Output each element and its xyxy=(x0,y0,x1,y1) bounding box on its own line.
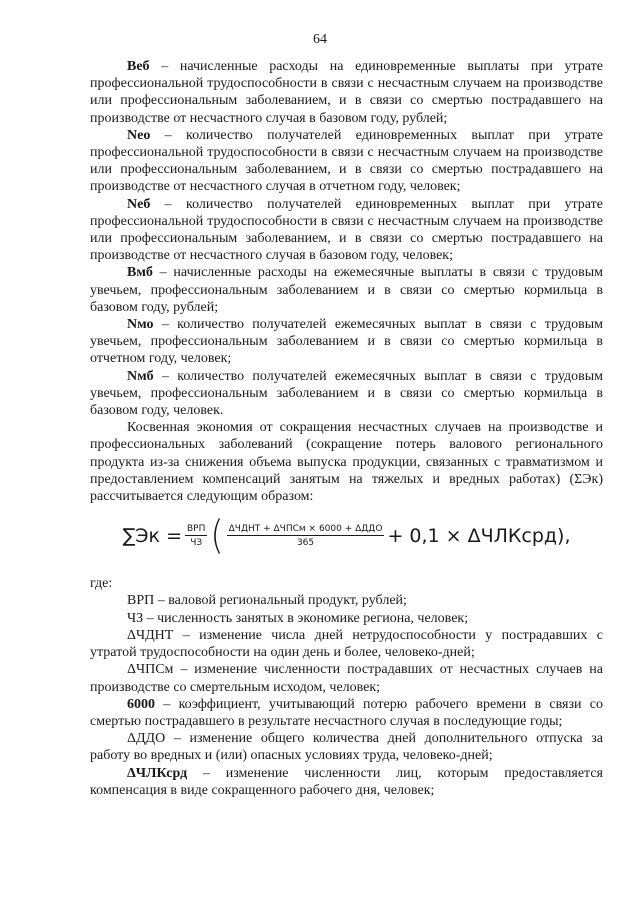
intro-paragraph: Косвенная экономия от сокращения несчастных случаев на производстве и профессиональных заболеваний (сокращение потерь валового регионального продукта из-за снижения объема выпуска продукции, связанных с травматизмом и предоставлением компенсаций занятым на тяжелых и вредных работах) (ΣЭк) рассчитывается следующим образом: xyxy=(90,420,603,505)
definition-paragraph xyxy=(90,368,603,420)
formula-lhs: ∑Эк = xyxy=(122,524,182,547)
symbol: Nмб xyxy=(127,368,154,384)
definition-text: ΔЧПСм – изменение численности пострадавших от несчастных случаев на производстве со смертельным исходом, человек; xyxy=(90,662,603,695)
definition-text: ΔЧДНТ – изменение числа дней нетрудоспособности у пострадавших с утратой трудоспособности на один день и более, человеко-дней; xyxy=(90,627,603,661)
definition-text: ЧЗ – численность занятых в экономике региона, человек; xyxy=(127,610,469,626)
definition-text: ΔДДО – изменение общего количества дней дополнительного отпуска за работу во вредных и (или) опасных условиях труда, человеко-дней; xyxy=(90,731,603,764)
definition-paragraph xyxy=(90,127,603,196)
definition-text: – количество получателей единовременных выплат при утрате профессиональной трудоспособности в связи с несчастным случаем на производстве или профессиональным заболеванием, и в связи со смертью пострадавшего на производстве от несчастного случая в отчетном году, человек; xyxy=(90,127,603,195)
symbol: 6000 xyxy=(127,696,155,712)
definition-text: – количество получателей ежемесячных выплат в связи с трудовым увечьем, профессиональным заболеванием и в связи со смертью кормильца в отчетном году, человек; xyxy=(90,317,603,367)
formula-rhs: + 0,1 × ΔЧЛКсрд), xyxy=(387,524,571,547)
formula-fraction-days xyxy=(227,523,385,549)
symbol: Nмо xyxy=(127,317,154,333)
document-body xyxy=(90,58,603,799)
formula xyxy=(90,513,603,560)
definition-paragraph xyxy=(90,58,603,127)
definition-paragraph xyxy=(90,610,603,627)
symbol: Вмб xyxy=(127,265,153,281)
definition-text: ВРП – валовой региональный продукт, рублей; xyxy=(127,593,407,609)
definition-paragraph xyxy=(90,730,603,764)
definition-paragraph xyxy=(90,765,603,799)
where-label: где: xyxy=(90,576,113,592)
definition-paragraph xyxy=(90,627,603,661)
definition-paragraph xyxy=(90,592,603,609)
formula-fraction-numerator: ΔЧДНТ + ΔЧПСм × 6000 + ΔДДО xyxy=(228,524,383,535)
definition-text: – коэффициент, учитывающий потерю рабочего времени в связи со смертью пострадавшего в результате несчастного случая в последующие годы; xyxy=(90,696,603,729)
formula-fraction-denominator: ЧЗ xyxy=(190,538,203,549)
definition-paragraph xyxy=(90,661,603,695)
definition-text: – начисленные расходы на ежемесячные выплаты в связи с трудовым увечьем, профессиональным заболеванием и в связи со смертью кормильца в базовом году, рублей; xyxy=(90,265,603,315)
formula-fraction-numerator: ВРП xyxy=(187,524,206,535)
definition-paragraph xyxy=(90,196,603,265)
page-number: 64 xyxy=(313,32,327,47)
definition-text: – начисленные расходы на единовременные выплаты при утрате профессиональной трудоспособности в связи с несчастным случаем на производстве или профессиональным заболеванием, и в связи со смертью пострадавшего на производстве от несчастного случая в базовом году, рублей; xyxy=(90,59,603,126)
definition-paragraph xyxy=(90,696,603,730)
symbol: Neб xyxy=(127,196,151,212)
formula-fraction-denominator: 365 xyxy=(296,538,315,549)
definition-text: – количество получателей ежемесячных выплат в связи с трудовым увечьем, профессиональным заболеванием и в связи со смертью кормильца в базовом году, человек. xyxy=(90,368,603,419)
symbol: ΔЧЛКсрд xyxy=(127,765,188,781)
definition-paragraph xyxy=(90,264,603,316)
formula-fraction-vrp xyxy=(185,523,207,549)
symbol: Вeб xyxy=(127,59,150,74)
definition-text: – изменение численности лиц, которым предоставляется компенсация в виде сокращенного рабочего дня, человек; xyxy=(90,765,603,798)
symbol: Neо xyxy=(127,127,151,143)
definition-paragraph xyxy=(90,316,603,368)
definition-text: – количество получателей единовременных выплат при утрате профессиональной трудоспособности в связи с несчастным случаем на производстве или профессиональным заболеванием, и в связи со смертью пострадавшего на производстве от несчастного случая в базовом году, человек; xyxy=(90,196,603,264)
formula-open-paren: ( xyxy=(210,513,224,560)
